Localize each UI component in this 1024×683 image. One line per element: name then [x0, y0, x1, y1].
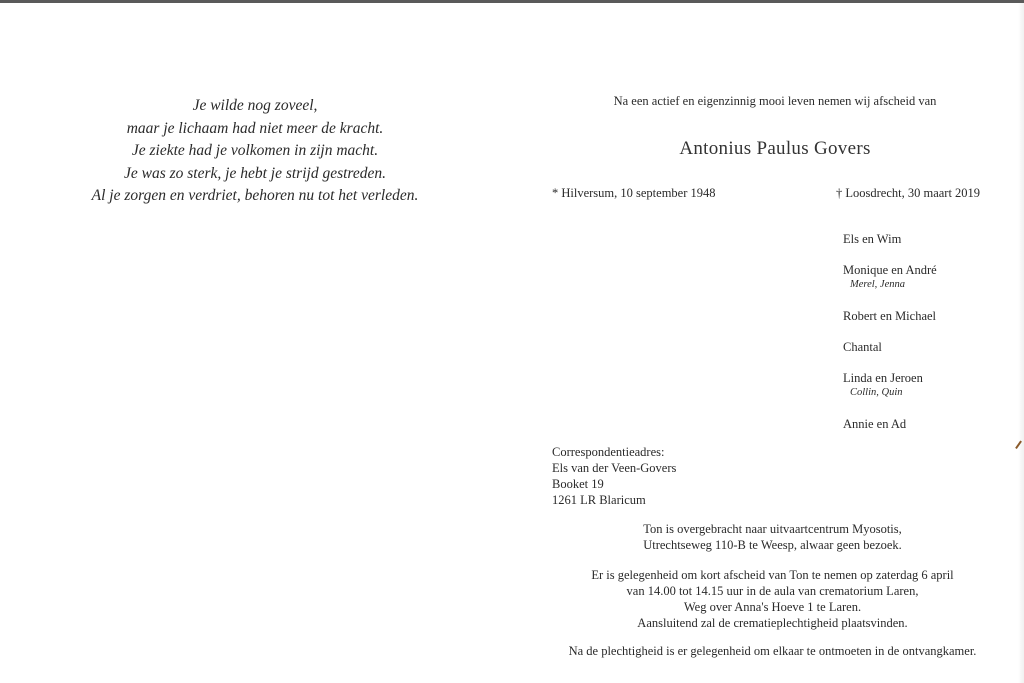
family-children: Merel, Jenna	[850, 279, 906, 290]
info-line: Er is gelegenheid om kort afscheid van Ton te nemen op zaterdag 6 april	[591, 568, 954, 582]
transfer-info	[540, 521, 1005, 553]
poem-line: Je ziekte had je volkomen in zijn macht.	[131, 142, 379, 159]
family-children: Collin, Quin	[850, 387, 903, 398]
address-name: Els van der Veen-Govers	[552, 461, 677, 475]
family-item	[843, 371, 937, 417]
info-line: Weg over Anna's Hoeve 1 te Laren.	[683, 600, 862, 614]
correspondence-address	[552, 444, 676, 508]
info-line: Aansluitend zal de crematieplechtigheid plaatsvinden.	[637, 616, 908, 630]
family-item	[843, 309, 937, 340]
info-line: Utrechtseweg 110-B te Weesp, alwaar geen bezoek.	[643, 538, 902, 552]
family-names: Monique en André	[843, 263, 937, 277]
info-line: van 14.00 tot 14.15 uur in de aula van crematorium Laren,	[626, 584, 919, 598]
info-line: Ton is overgebracht naar uitvaartcentrum Myosotis,	[643, 522, 902, 536]
family-item	[843, 263, 937, 309]
address-label: Correspondentieadres:	[552, 445, 665, 459]
address-street: Booket 19	[552, 477, 604, 491]
poem-line: Je wilde nog zoveel,	[192, 97, 318, 114]
death-info: † Loosdrecht, 30 maart 2019	[836, 186, 981, 200]
intro-text: Na een actief en eigenzinnig mooi leven nemen wij afscheid van	[613, 94, 937, 108]
poem-line: Al je zorgen en verdriet, behoren nu tot het verleden.	[91, 187, 419, 204]
reception-info	[540, 643, 1005, 659]
family-names: Linda en Jeroen	[843, 371, 923, 385]
edge-mark	[1015, 441, 1024, 453]
address-city: 1261 LR Blaricum	[552, 493, 646, 507]
poem	[60, 95, 450, 208]
top-border	[0, 0, 1024, 3]
family-names: Robert en Michael	[843, 309, 937, 323]
farewell-info	[540, 567, 1005, 631]
family-names: Annie en Ad	[843, 417, 907, 431]
poem-line: maar je lichaam had niet meer de kracht.	[126, 119, 384, 137]
family-item	[843, 232, 937, 263]
info-line: Na de plechtigheid is er gelegenheid om elkaar te ontmoeten in de ontvangkamer.	[568, 644, 977, 658]
birth-info: * Hilversum, 10 september 1948	[552, 186, 716, 200]
family-item	[843, 417, 937, 448]
family-list	[843, 232, 937, 448]
poem-line: Je was zo sterk, je hebt je strijd gestreden.	[123, 164, 387, 182]
family-item	[843, 340, 937, 371]
page-edge-shadow	[1018, 3, 1024, 683]
family-names: Chantal	[843, 340, 882, 354]
family-names: Els en Wim	[843, 232, 902, 246]
deceased-name: Antonius Paulus Govers	[679, 138, 871, 159]
